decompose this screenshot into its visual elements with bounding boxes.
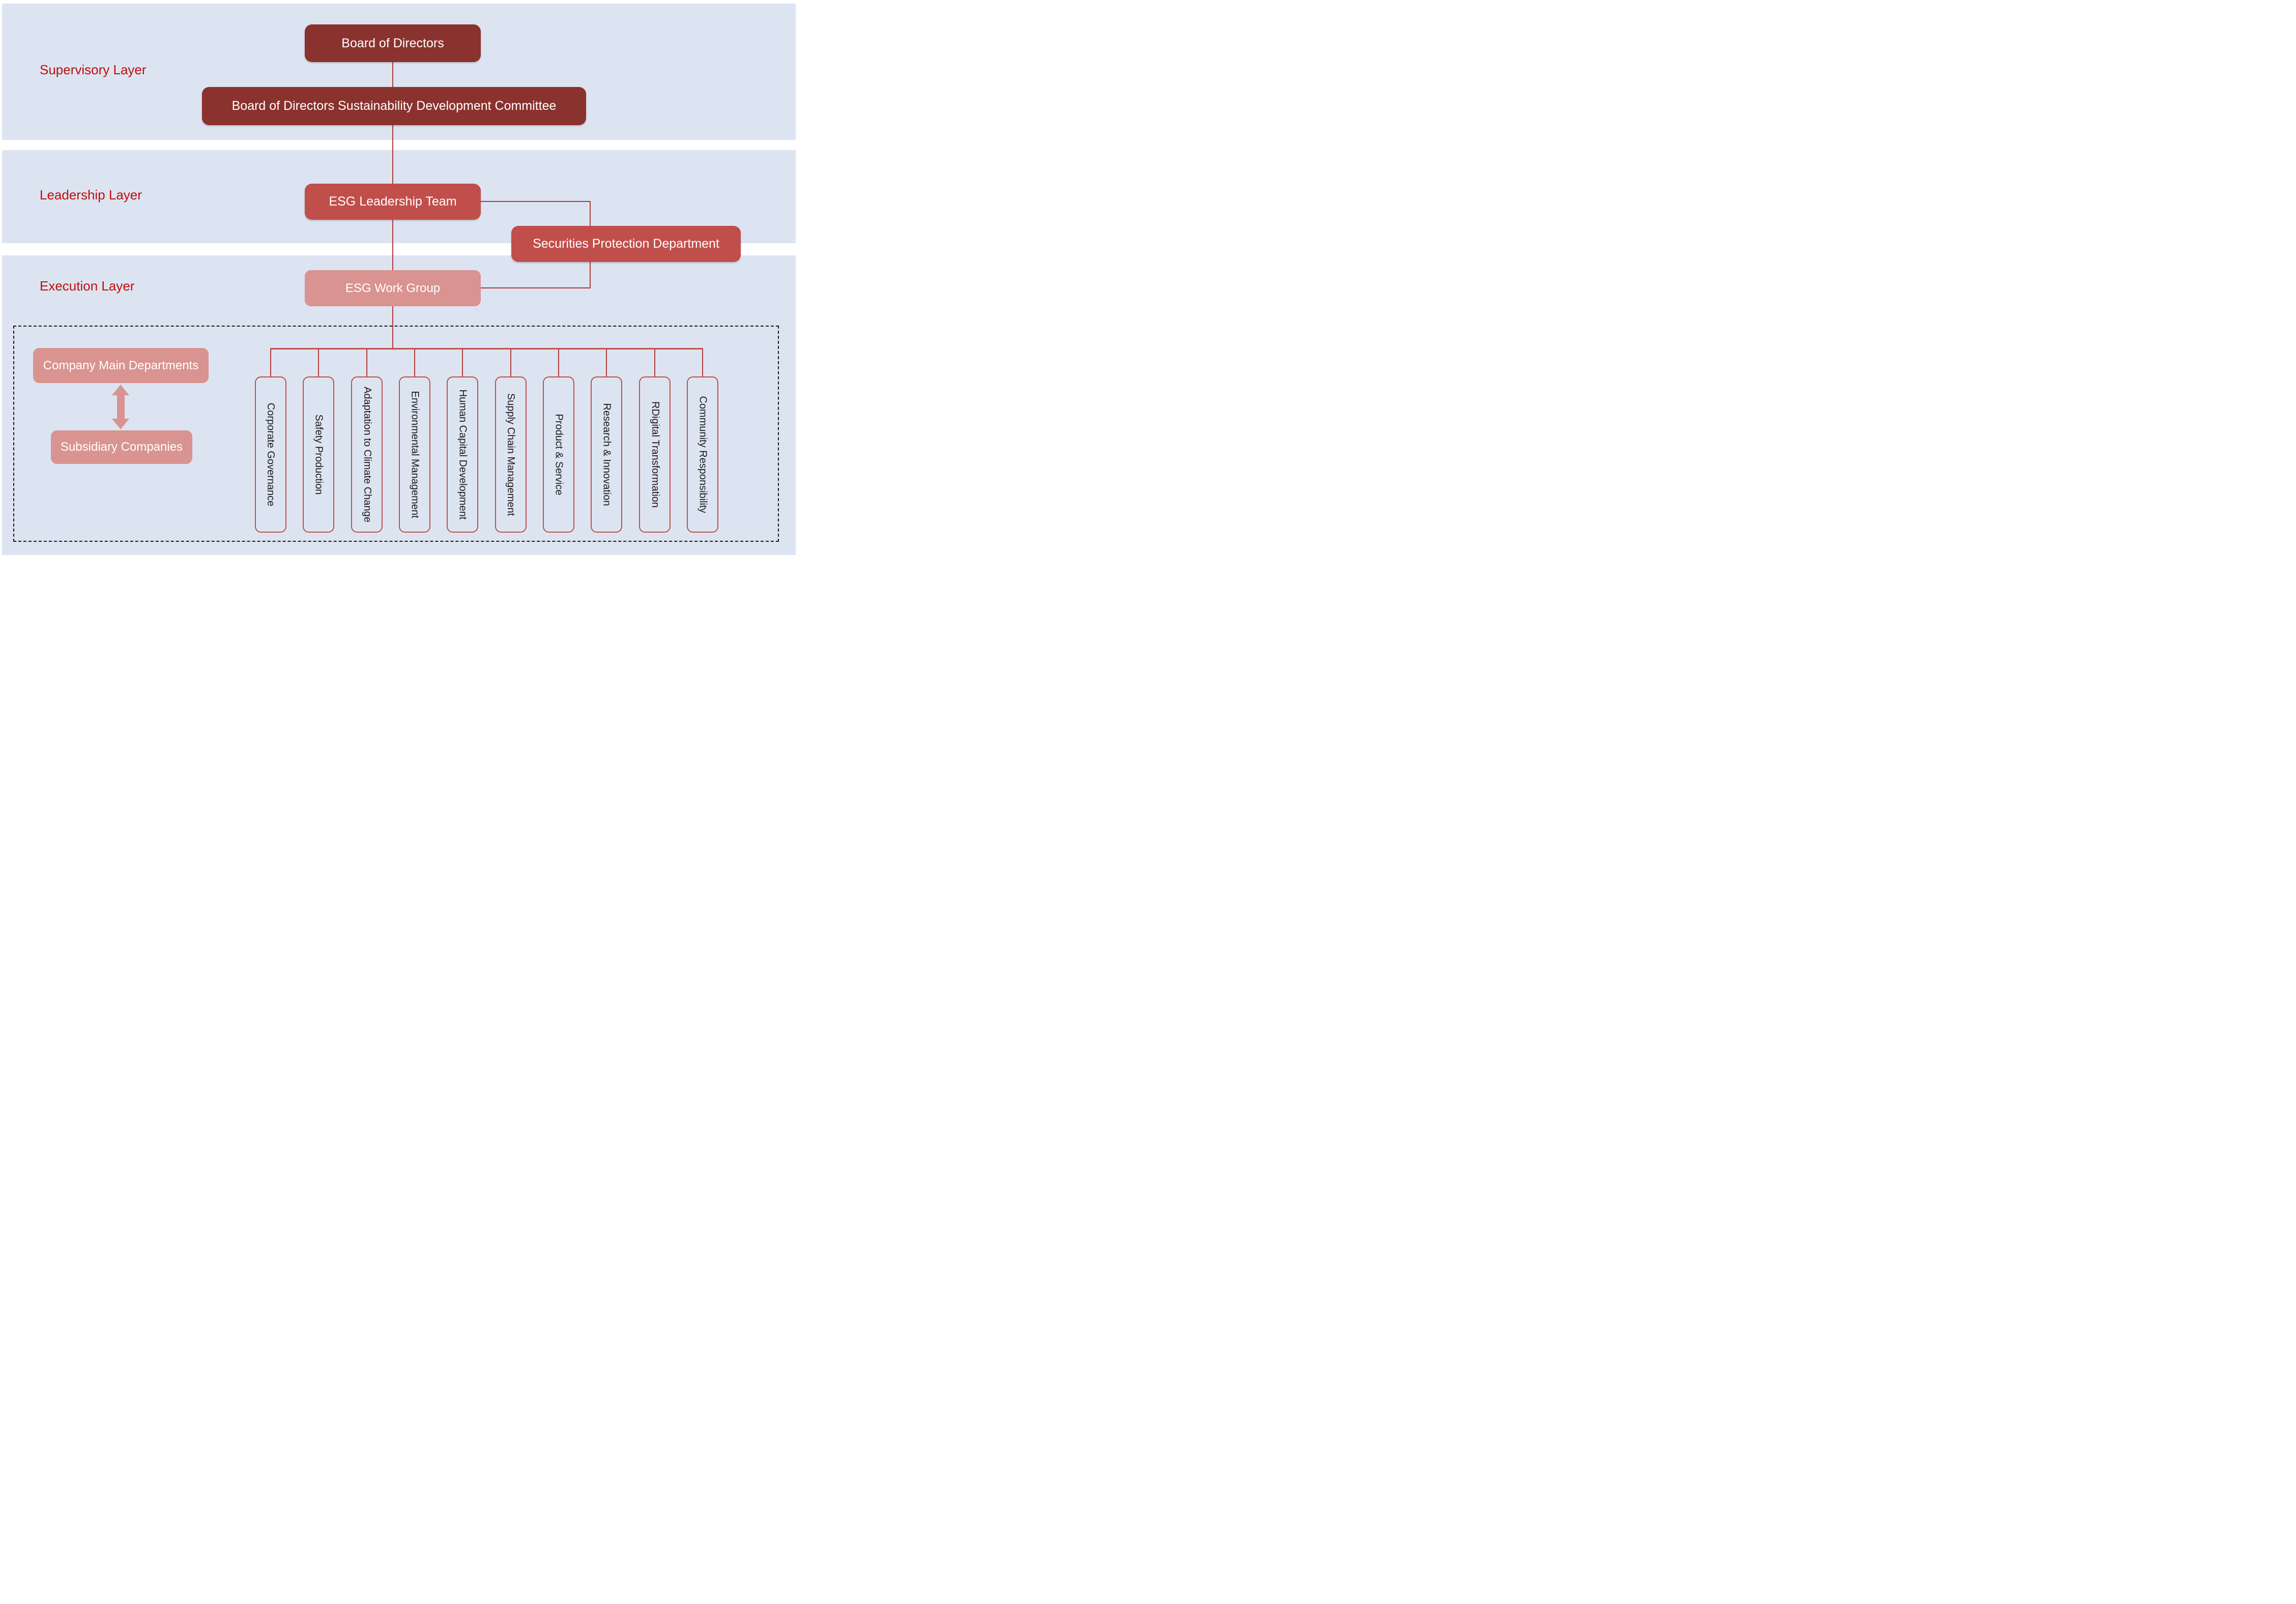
dept-safety-production-label: Safety Production — [313, 414, 325, 495]
dept-environmental-management — [399, 376, 430, 533]
connector-drop-1 — [270, 349, 271, 376]
dept-community-responsibility — [687, 376, 718, 533]
connector-drop-10 — [702, 349, 703, 376]
dept-environmental-management-label: Environmental Management — [409, 391, 421, 518]
dept-corporate-governance — [255, 376, 286, 533]
connector-leadership-workgroup — [392, 220, 393, 270]
dept-human-capital-development — [447, 376, 478, 533]
node-esg-work-group-label: ESG Work Group — [345, 281, 441, 295]
connector-committee-leadership — [392, 125, 393, 184]
dept-adaptation-climate-change — [351, 376, 383, 533]
arrow-up-head — [112, 385, 129, 395]
node-esg-work-group — [305, 270, 481, 306]
node-sustainability-committee-label: Board of Directors Sustainability Development Committee — [231, 99, 557, 113]
connector-securities-workgroup-bottom — [481, 287, 591, 288]
dept-supply-chain-management — [495, 376, 527, 533]
dept-digital-transformation-label: RDigital Transformation — [649, 401, 661, 508]
dept-research-innovation-label: Research & Innovation — [601, 403, 613, 506]
node-securities-protection-department-label: Securities Protection Department — [533, 237, 719, 251]
dept-supply-chain-management-label: Supply Chain Management — [505, 393, 517, 516]
node-esg-leadership-team — [305, 184, 481, 220]
node-board-of-directors — [305, 24, 481, 62]
connector-drop-3 — [366, 349, 367, 376]
arrow-shaft — [117, 395, 125, 419]
connector-board-committee — [392, 62, 393, 87]
connector-department-bus — [270, 348, 703, 349]
connector-drop-8 — [606, 349, 607, 376]
leadership-layer-label: Leadership Layer — [40, 187, 142, 202]
connector-leadership-securities-top — [481, 201, 591, 202]
execution-layer-label: Execution Layer — [40, 278, 135, 294]
dept-corporate-governance-label: Corporate Governance — [265, 402, 277, 507]
org-chart — [0, 0, 798, 557]
node-securities-protection-department — [511, 226, 741, 262]
dept-digital-transformation — [639, 376, 671, 533]
connector-drop-5 — [462, 349, 463, 376]
node-subsidiary-companies — [51, 430, 192, 464]
dept-adaptation-climate-change-label: Adaptation to Climate Change — [361, 387, 373, 522]
node-esg-leadership-team-label: ESG Leadership Team — [329, 194, 457, 209]
connector-drop-6 — [510, 349, 511, 376]
dept-community-responsibility-label: Community Responsibility — [697, 396, 709, 513]
connector-drop-4 — [414, 349, 415, 376]
arrow-down-head — [112, 419, 129, 429]
connector-drop-2 — [318, 349, 319, 376]
node-company-main-departments — [33, 348, 209, 383]
connector-drop-9 — [654, 349, 655, 376]
connector-drop-7 — [558, 349, 559, 376]
connector-workgroup-bus — [392, 306, 393, 349]
dept-product-service — [543, 376, 574, 533]
node-sustainability-committee — [202, 87, 586, 125]
dept-research-innovation — [591, 376, 622, 533]
node-board-of-directors-label: Board of Directors — [341, 36, 444, 50]
node-company-main-departments-label: Company Main Departments — [43, 358, 199, 372]
supervisory-layer-label: Supervisory Layer — [40, 62, 147, 77]
dept-safety-production — [303, 376, 334, 533]
node-subsidiary-companies-label: Subsidiary Companies — [60, 440, 183, 454]
dept-human-capital-development-label: Human Capital Development — [457, 389, 469, 520]
dept-product-service-label: Product & Service — [553, 414, 565, 495]
